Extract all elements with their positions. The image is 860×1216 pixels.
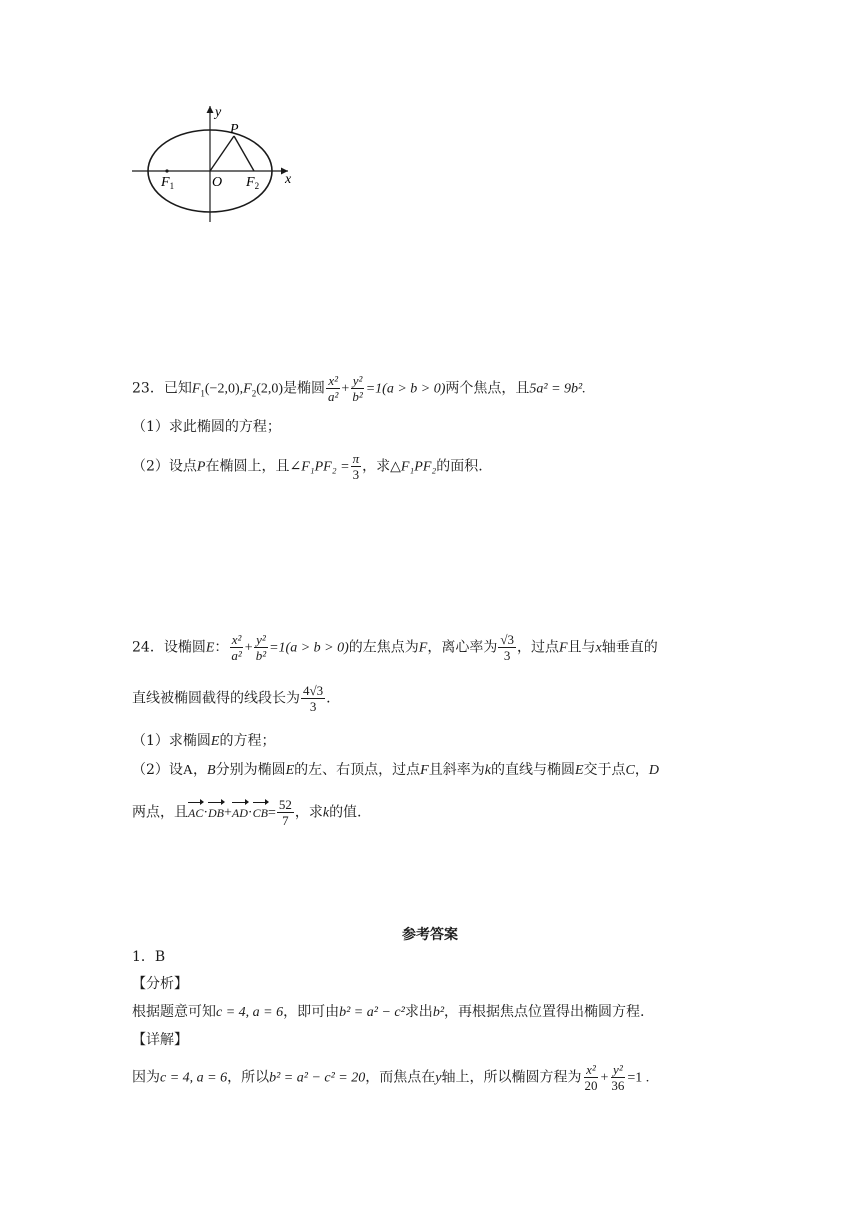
detail-tag: 【详解】 <box>132 1032 188 1048</box>
vector-cb: CB <box>253 803 268 823</box>
vector-ac: AC <box>188 803 203 823</box>
label-o: O <box>212 175 223 190</box>
q23-part1: （1）求此椭圆的方程； <box>132 419 281 435</box>
analysis-tag: 【分析】 <box>132 976 188 992</box>
q24-frac-y: $\frac{\text{y²}}{\text{b²}}$ <box>255 632 267 663</box>
detail-text: 因为c = 4, a = 6，所以b² = a² − c² = 20，而焦点在y轴上，所以椭圆方程为 $\frac{\text{x²}}{20}$ + $\frac{\text{y²}}{36}$ =1 . <box>132 1062 650 1093</box>
q24-part1: （1）求椭圆E的方程； <box>132 733 276 749</box>
label-p: P <box>230 122 239 137</box>
q23-statement: 23．已知$F_1(-2,0),F_2(2,0)$是椭圆 $\frac{\text{x²}}{\text{a²}}$ + $\frac{\text{y²}}{\text{b²}}$ =1(a > b > 0)两个焦点，且5a² = 9b². <box>132 373 586 404</box>
answer-frac-y: $\frac{\text{y²}}{36}$ <box>611 1062 625 1093</box>
q23-frac-pi: $\frac{\pi}{3}$ <box>352 451 360 482</box>
vector-ad: AD <box>232 803 248 823</box>
q24-part2-line2: 两点，且AC·DB+AD·CB= $\frac{52}{7}$ ，求k的值. <box>132 797 362 828</box>
answer-frac-x: $\frac{\text{x²}}{20}$ <box>584 1062 598 1093</box>
vector-db: DB <box>208 803 224 823</box>
q24-line2: 直线被椭圆截得的线段长为 $\frac{4√3}{3}$ . <box>132 683 331 714</box>
q24-part2: （2）设A，B分别为椭圆E的左、右顶点，过点F且斜率为k的直线与椭圆E交于点C，D <box>132 762 659 778</box>
answer-item-1: 1．B <box>132 949 166 965</box>
q24-frac-ecc: $\frac{√3}{3}$ <box>500 632 514 663</box>
segment-op <box>210 136 234 171</box>
q23-frac-y: $\frac{\text{y²}}{\text{b²}}$ <box>352 373 363 404</box>
q24-frac-len: $\frac{4√3}{3}$ <box>303 683 324 714</box>
q23-frac-x: $\frac{\text{x²}}{\text{a²}}$ <box>328 373 339 404</box>
focus-f1-dot <box>165 169 168 172</box>
segment-pf2 <box>234 136 254 171</box>
analysis-text: 根据题意可知c = 4, a = 6，即可由b² = a² − c²求出b²，再根据焦点位置得出椭圆方程. <box>132 1004 645 1020</box>
label-y: y <box>215 105 222 120</box>
q24-frac-value: $\frac{52}{7}$ <box>278 797 292 828</box>
q23-part2: （2）设点P在椭圆上，且∠F₁PF₂ = $\frac{\pi}{3}$ ，求△F₁PF₂的面积. <box>132 451 483 482</box>
ellipse-figure <box>128 100 318 230</box>
label-f1: $F_1$ <box>161 175 175 191</box>
label-f2: $F_2$ <box>246 175 260 191</box>
label-x: x <box>285 172 292 187</box>
q24-frac-x: $\frac{\text{x²}}{\text{a²}}$ <box>231 632 242 663</box>
q24-statement: 24．设椭圆E： $\frac{\text{x²}}{\text{a²}}$ + $\frac{\text{y²}}{\text{b²}}$ =1(a > b > 0)的左焦点为F，离心率为 $\frac{√3}{3}$ ，过点F且与x轴垂直的 <box>132 632 658 663</box>
answers-heading: 参考答案 <box>402 927 458 943</box>
